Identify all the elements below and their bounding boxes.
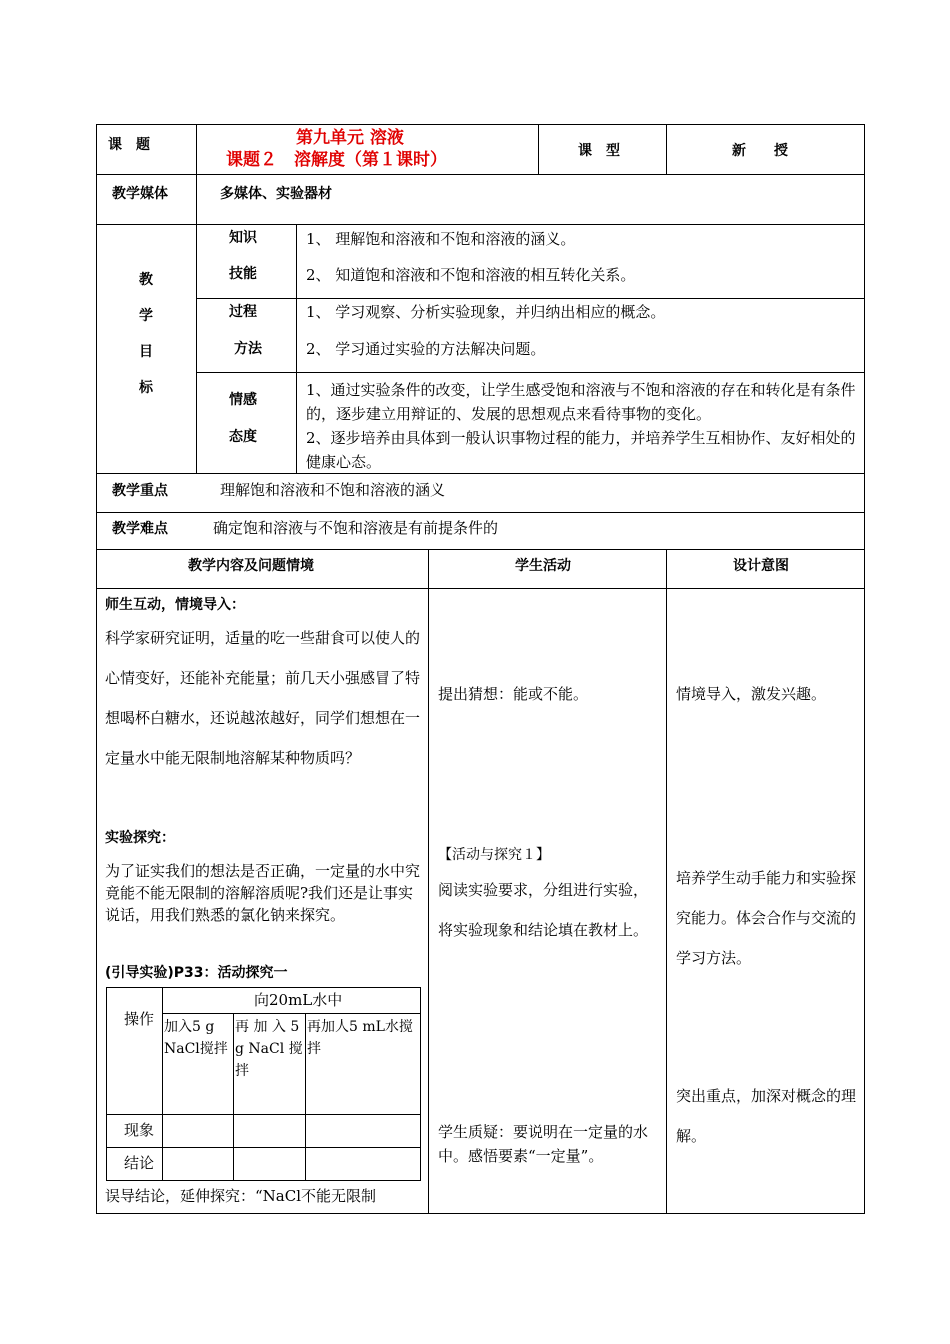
process-item-2: 2、 学习通过实验的方法解决问题。 xyxy=(306,340,546,358)
emotion-item-1: 1、通过实验条件的改变，让学生感受饱和溶液与不饱和溶液的存在和转化是有条件的，逐步建立用辩证的、发展的思想观点来看待事物的变化。 xyxy=(306,381,856,423)
key-point-label: 教学重点 xyxy=(112,483,168,499)
row-line xyxy=(96,549,865,550)
knowledge-label: 知识 xyxy=(229,230,257,246)
unit-title: 第九单元 溶液 xyxy=(296,128,404,148)
objectives-label-4: 标 xyxy=(139,380,153,396)
intent-focus: 突出重点，加深对概念的理解。 xyxy=(676,1087,857,1145)
objectives-label-2: 学 xyxy=(139,308,153,324)
knowledge-item-2: 2、 知道饱和溶液和不饱和溶液的相互转化关系。 xyxy=(306,266,636,284)
attitude-label: 态度 xyxy=(229,429,257,445)
col-line xyxy=(666,124,667,175)
heading-interaction: 师生互动，情境导入： xyxy=(105,597,245,613)
key-point-value: 理解饱和溶液和不饱和溶液的涵义 xyxy=(220,481,446,499)
exp-phenomenon-label: 现象 xyxy=(124,1121,155,1139)
row-line xyxy=(96,224,865,225)
col-line xyxy=(428,549,429,1214)
row-line xyxy=(96,588,865,589)
tail-text: 误导结论，延伸探究：“NaCl不能无限制 xyxy=(105,1187,377,1205)
table-border-bottom xyxy=(96,1213,865,1214)
col-header-activity: 学生活动 xyxy=(515,558,571,574)
activity-explore-title: 【活动与探究１】 xyxy=(438,847,550,863)
intent-ability: 培养学生动手能力和实验探究能力。体会合作与交流的学习方法。 xyxy=(676,869,857,967)
exp-top-label: 向20mL水中 xyxy=(254,991,343,1009)
activity-guess: 提出猜想：能或不能。 xyxy=(438,685,589,703)
row-line xyxy=(96,512,865,513)
experiment-table xyxy=(106,987,421,1181)
col-header-content: 教学内容及问题情境 xyxy=(188,558,314,574)
lesson-title: 课题２ 溶解度（第１课时） xyxy=(226,150,447,170)
method-label: 方法 xyxy=(234,341,262,357)
exp-col3: 再加人5 mL水搅拌 xyxy=(307,1019,413,1057)
exp-conclusion-label: 结论 xyxy=(124,1154,155,1172)
media-value: 多媒体、实验器材 xyxy=(220,186,332,202)
activity-question: 学生质疑：要说明在一定量的水中。感悟要素“一定量”。 xyxy=(438,1123,649,1165)
lead-experiment: (引导实验)P33：活动探究一 xyxy=(105,965,288,981)
col-line xyxy=(666,549,667,1214)
difficulty-label: 教学难点 xyxy=(112,521,168,537)
row-line xyxy=(96,174,865,175)
intent-situation: 情境导入，激发兴趣。 xyxy=(676,685,827,703)
process-label: 过程 xyxy=(229,304,257,320)
table-border-top xyxy=(96,124,865,125)
type-label: 课 型 xyxy=(578,143,620,159)
skill-label: 技能 xyxy=(229,266,257,282)
process-item-1: 1、 学习观察、分析实验现象，并归纳出相应的概念。 xyxy=(306,303,666,321)
difficulty-value: 确定饱和溶液与不饱和溶液是有前提条件的 xyxy=(213,519,499,537)
table-border-left xyxy=(96,124,97,1214)
intro-paragraph: 科学家研究证明，适量的吃一些甜食可以使人的心情变好，还能补充能量；前几天小强感冒了特想喝杯白糖水，还说越浓越好，同学们想想在一定量水中能无限制地溶解某种物质吗？ xyxy=(105,629,421,767)
col-line xyxy=(196,124,197,474)
heading-explore: 实验探究： xyxy=(105,830,175,846)
exp-op-label: 操作 xyxy=(124,1010,155,1028)
exp-col2: 再 加 入 5 g NaCl 搅拌 xyxy=(235,1019,303,1079)
col-line xyxy=(296,224,297,474)
emotion-label: 情感 xyxy=(229,392,257,408)
table-border-right xyxy=(864,124,865,1214)
objectives-label-1: 教 xyxy=(139,272,153,288)
objectives-label-3: 目 xyxy=(139,344,153,360)
col-line xyxy=(538,124,539,175)
emotion-item-2: 2、逐步培养由具体到一般认识事物过程的能力，并培养学生互相协作、友好相处的健康心态。 xyxy=(306,429,856,471)
knowledge-item-1: 1、 理解饱和溶液和不饱和溶液的涵义。 xyxy=(306,230,576,248)
media-label: 教学媒体 xyxy=(112,186,168,202)
activity-explore-body: 阅读实验要求，分组进行实验，将实验现象和结论填在教材上。 xyxy=(438,881,649,939)
exp-col1: 加入5 g NaCl搅拌 xyxy=(164,1019,228,1057)
type-value: 新 授 xyxy=(732,143,788,159)
explore-paragraph: 为了证实我们的想法是否正确，一定量的水中究竟能不能无限制的溶解溶质呢?我们还是让事实说话，用我们熟悉的氯化钠来探究。 xyxy=(105,862,421,924)
col-header-intent: 设计意图 xyxy=(733,558,789,574)
topic-label: 课 题 xyxy=(108,137,150,153)
